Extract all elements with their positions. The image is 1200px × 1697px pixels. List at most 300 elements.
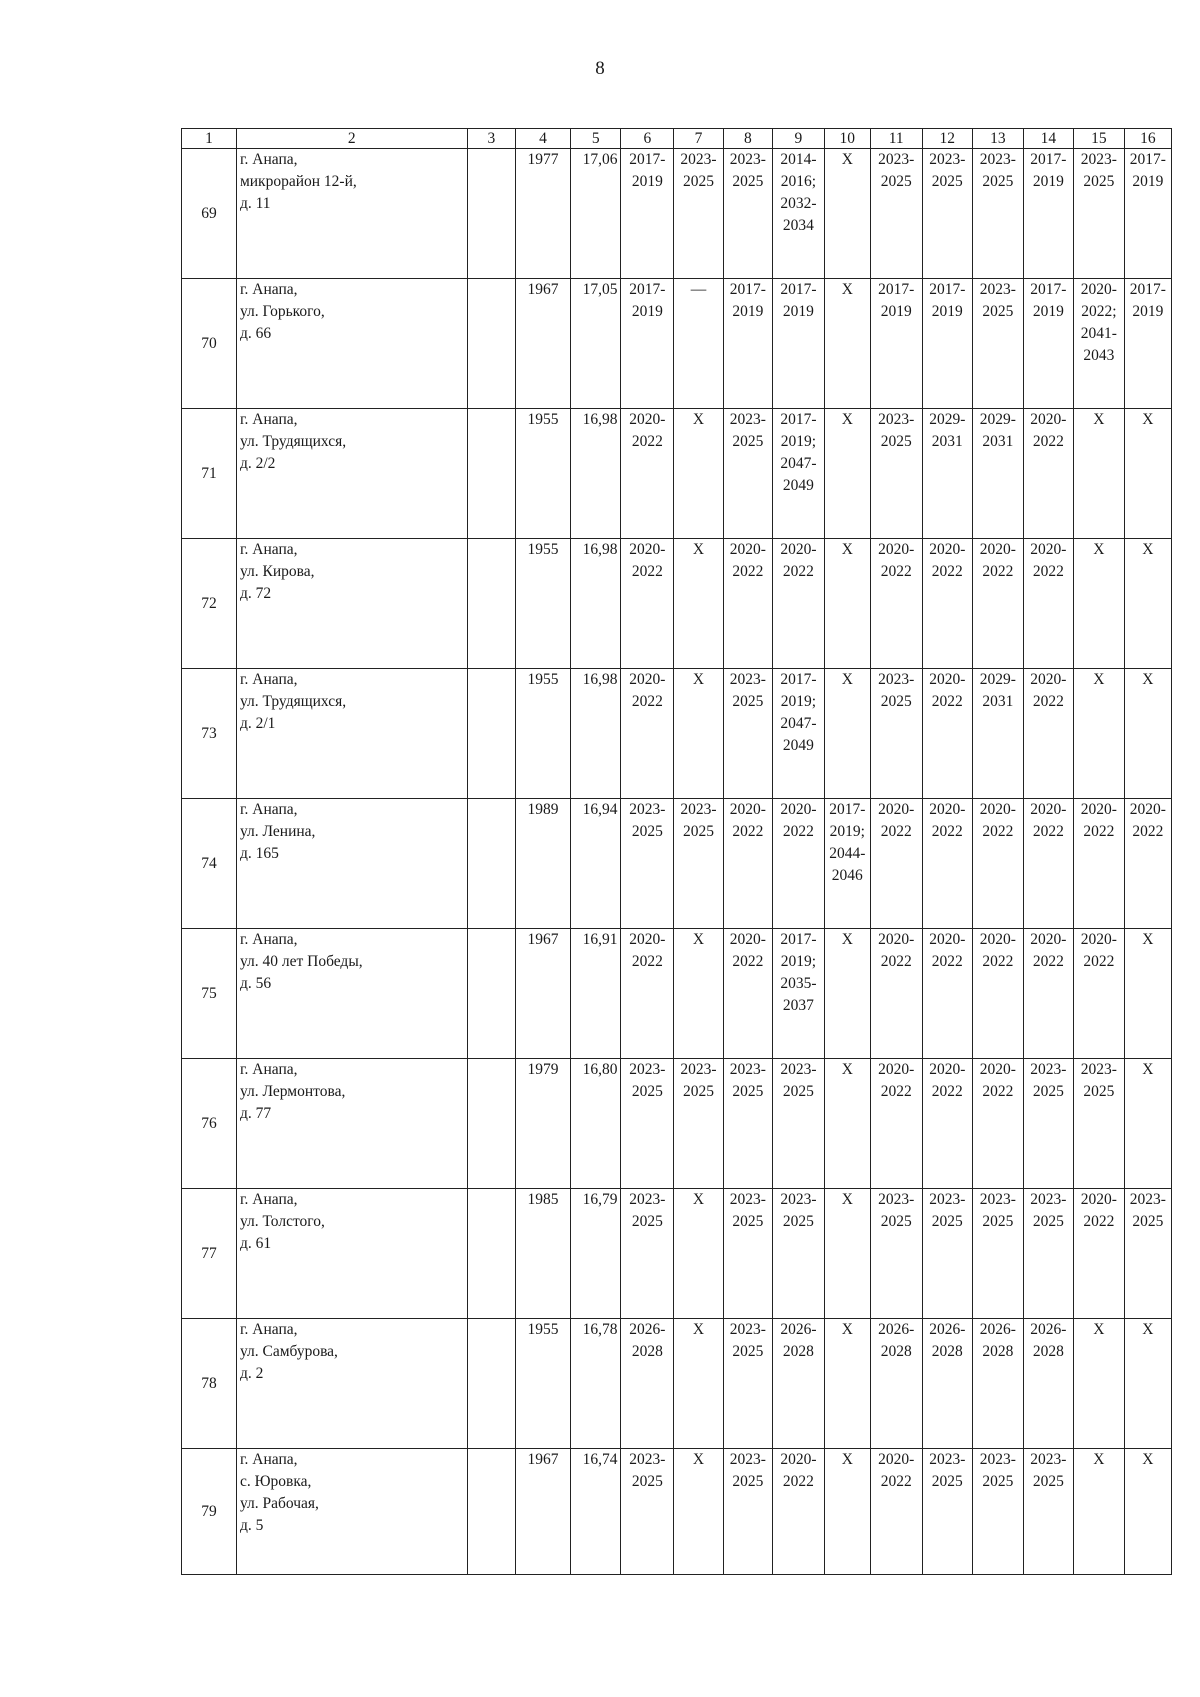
period-cell-13-line: 2023-	[979, 1451, 1016, 1468]
period-cell-9-line: 2019	[782, 303, 814, 320]
period-cell-13-line: 2020-	[979, 801, 1016, 818]
period-cell-9	[773, 149, 825, 279]
period-cell-6-line: 2026-	[629, 1321, 666, 1338]
address-cell-line: г. Анапа,	[239, 1191, 298, 1208]
period-cell-12-line: 2022	[931, 953, 963, 970]
period-cell-13-line: 2023-	[979, 281, 1016, 298]
period-cell-13	[973, 1319, 1024, 1449]
value-cell: 17,06	[570, 149, 621, 279]
period-cell-9	[773, 1319, 825, 1449]
period-cell-10	[824, 539, 870, 669]
period-cell-6	[621, 149, 674, 279]
period-cell-13-line: 2025	[982, 1213, 1014, 1230]
period-cell-13-line: 2029-	[979, 671, 1016, 688]
address-cell	[236, 669, 467, 799]
period-cell-13	[973, 1059, 1024, 1189]
period-cell-13-line: 2022	[982, 563, 1014, 580]
col3-cell	[467, 149, 515, 279]
period-cell-9	[773, 539, 825, 669]
period-cell-10-line: 2017-	[829, 801, 866, 818]
period-cell-10	[824, 669, 870, 799]
period-cell-10	[824, 1319, 870, 1449]
address-cell-line: д. 5	[239, 1517, 264, 1534]
period-cell-8	[723, 929, 772, 1059]
period-cell-7-line: 2025	[682, 823, 714, 840]
period-cell-14	[1023, 1059, 1074, 1189]
address-cell-line: ул. Ленина,	[239, 823, 316, 840]
period-cell-10-line: 2044-	[829, 845, 866, 862]
period-cell-6-line: 2020-	[629, 411, 666, 428]
period-cell-9-line: 2028	[782, 1343, 814, 1360]
year-cell: 1985	[516, 1189, 571, 1319]
period-cell-9-line: 2019;	[780, 953, 817, 970]
period-cell-10	[824, 1449, 870, 1575]
period-cell-14	[1023, 409, 1074, 539]
period-cell-9-line: 2025	[782, 1213, 814, 1230]
period-cell-9-line: 2014-	[780, 151, 817, 168]
address-cell	[236, 539, 467, 669]
period-cell-9-line: 2032-	[780, 195, 817, 212]
period-cell-11-line: 2023-	[878, 671, 915, 688]
period-cell-15-line: 2020-	[1080, 281, 1117, 298]
period-cell-7	[674, 929, 723, 1059]
address-cell-line: ул. Горького,	[239, 303, 325, 320]
col3-cell	[467, 1059, 515, 1189]
period-cell-11-line: 2022	[880, 1083, 912, 1100]
table-row	[182, 149, 1172, 279]
period-cell-6-line: 2017-	[629, 151, 666, 168]
period-cell-12-line: 2020-	[929, 671, 966, 688]
period-cell-12	[922, 1319, 973, 1449]
period-cell-6-line: 2023-	[629, 1191, 666, 1208]
address-cell-line: г. Анапа,	[239, 671, 298, 688]
period-cell-14-line: 2022	[1032, 563, 1064, 580]
address-cell-line: с. Юровка,	[239, 1473, 312, 1490]
period-cell-11-line: 2028	[880, 1343, 912, 1360]
period-cell-11-line: 2023-	[878, 1191, 915, 1208]
period-cell-16-line: 2017-	[1129, 281, 1166, 298]
period-cell-12-line: 2031	[931, 433, 963, 450]
address-cell-line: ул. Самбурова,	[239, 1343, 338, 1360]
period-cell-8-line: 2025	[732, 433, 764, 450]
period-cell-9	[773, 929, 825, 1059]
period-cell-15-line: 2041-	[1080, 325, 1117, 342]
address-cell	[236, 279, 467, 409]
period-cell-12	[922, 539, 973, 669]
period-cell-14-line: 2020-	[1030, 801, 1067, 818]
col3-cell	[467, 279, 515, 409]
period-cell-13	[973, 409, 1024, 539]
year-cell: 1955	[516, 669, 571, 799]
period-cell-13-line: 2028	[982, 1343, 1014, 1360]
period-cell-16	[1124, 1189, 1171, 1319]
period-cell-10-line: 2046	[831, 867, 863, 884]
address-cell	[236, 1059, 467, 1189]
row-number-cell: 69	[182, 149, 237, 279]
period-cell-12	[922, 149, 973, 279]
column-header-13: 13	[973, 129, 1024, 149]
period-cell-15-line: 2022	[1083, 823, 1115, 840]
period-cell-15-line: 2020-	[1080, 931, 1117, 948]
period-cell-8-line: 2020-	[729, 801, 766, 818]
period-cell-13-line: 2023-	[979, 1191, 1016, 1208]
period-cell-6-line: 2028	[631, 1343, 663, 1360]
column-header-16: 16	[1124, 129, 1171, 149]
period-cell-7	[674, 149, 723, 279]
period-cell-7	[674, 669, 723, 799]
year-cell: 1955	[516, 539, 571, 669]
period-cell-16-line: Х	[1142, 1451, 1154, 1468]
period-cell-10	[824, 1059, 870, 1189]
period-cell-6-line: 2025	[631, 1083, 663, 1100]
period-cell-14-line: 2017-	[1030, 281, 1067, 298]
period-cell-12	[922, 409, 973, 539]
period-cell-15	[1074, 409, 1125, 539]
period-cell-8-line: 2025	[732, 1213, 764, 1230]
row-number-cell: 71	[182, 409, 237, 539]
period-cell-16-line: 2019	[1132, 303, 1164, 320]
period-cell-6-line: 2023-	[629, 1061, 666, 1078]
address-cell-line: ул. Кирова,	[239, 563, 315, 580]
value-cell: 16,98	[570, 669, 621, 799]
address-cell	[236, 1449, 467, 1575]
period-cell-16	[1124, 669, 1171, 799]
period-cell-6-line: 2022	[631, 563, 663, 580]
period-cell-6-line: 2020-	[629, 671, 666, 688]
period-cell-15	[1074, 539, 1125, 669]
address-cell-line: г. Анапа,	[239, 931, 298, 948]
period-cell-15	[1074, 1189, 1125, 1319]
period-cell-12-line: 2025	[931, 1473, 963, 1490]
period-cell-11-line: 2025	[880, 693, 912, 710]
period-cell-13-line: 2022	[982, 823, 1014, 840]
period-cell-16	[1124, 539, 1171, 669]
period-cell-14-line: 2028	[1032, 1343, 1064, 1360]
period-cell-16-line: 2020-	[1129, 801, 1166, 818]
period-cell-12-line: 2022	[931, 693, 963, 710]
period-cell-6	[621, 1059, 674, 1189]
period-cell-14	[1023, 929, 1074, 1059]
period-cell-11-line: 2026-	[878, 1321, 915, 1338]
period-cell-16	[1124, 1319, 1171, 1449]
period-cell-8-line: 2023-	[729, 1321, 766, 1338]
address-cell-line: г. Анапа,	[239, 1321, 298, 1338]
value-cell: 16,80	[570, 1059, 621, 1189]
period-cell-15-line: 2025	[1083, 173, 1115, 190]
period-cell-8	[723, 1189, 772, 1319]
period-cell-10	[824, 1189, 870, 1319]
period-cell-11-line: 2019	[880, 303, 912, 320]
period-cell-8	[723, 669, 772, 799]
address-cell-line: ул. Толстого,	[239, 1213, 325, 1230]
col3-cell	[467, 1189, 515, 1319]
period-cell-9-line: 2022	[782, 563, 814, 580]
period-cell-6	[621, 409, 674, 539]
period-cell-13	[973, 149, 1024, 279]
period-cell-6-line: 2025	[631, 823, 663, 840]
row-number-cell: 74	[182, 799, 237, 929]
period-cell-12	[922, 279, 973, 409]
period-cell-16-line: 2022	[1132, 823, 1164, 840]
period-cell-12	[922, 799, 973, 929]
period-cell-14-line: 2017-	[1030, 151, 1067, 168]
period-cell-6-line: 2022	[631, 693, 663, 710]
value-cell: 16,79	[570, 1189, 621, 1319]
period-cell-13-line: 2029-	[979, 411, 1016, 428]
row-number-cell: 73	[182, 669, 237, 799]
period-cell-15	[1074, 929, 1125, 1059]
period-cell-16	[1124, 279, 1171, 409]
period-cell-14-line: 2026-	[1030, 1321, 1067, 1338]
address-cell-line: микрорайон 12-й,	[239, 173, 357, 190]
address-cell-line: д. 165	[239, 845, 279, 862]
period-cell-12-line: 2022	[931, 1083, 963, 1100]
period-cell-14	[1023, 1189, 1074, 1319]
period-cell-12-line: 2020-	[929, 541, 966, 558]
period-cell-8	[723, 539, 772, 669]
period-cell-13-line: 2020-	[979, 931, 1016, 948]
row-number-cell: 78	[182, 1319, 237, 1449]
period-cell-9-line: 2017-	[780, 281, 817, 298]
period-cell-10-line: Х	[841, 1451, 853, 1468]
value-cell: 16,98	[570, 409, 621, 539]
period-cell-7-line: 2023-	[680, 801, 717, 818]
period-cell-13-line: 2025	[982, 173, 1014, 190]
period-cell-9-line: 2019;	[780, 693, 817, 710]
period-cell-8	[723, 149, 772, 279]
year-cell: 1967	[516, 929, 571, 1059]
period-cell-12	[922, 1059, 973, 1189]
period-cell-14-line: 2019	[1032, 303, 1064, 320]
period-cell-8-line: 2023-	[729, 1061, 766, 1078]
period-cell-10	[824, 409, 870, 539]
period-cell-14-line: 2025	[1032, 1473, 1064, 1490]
value-cell: 17,05	[570, 279, 621, 409]
value-cell: 16,78	[570, 1319, 621, 1449]
period-cell-7-line: 2025	[682, 1083, 714, 1100]
period-cell-6-line: 2019	[631, 303, 663, 320]
period-cell-12	[922, 1449, 973, 1575]
period-cell-15	[1074, 279, 1125, 409]
row-number-cell: 70	[182, 279, 237, 409]
column-header-11: 11	[870, 129, 922, 149]
period-cell-13-line: 2020-	[979, 1061, 1016, 1078]
period-cell-7-line: Х	[692, 931, 705, 948]
period-cell-11-line: 2022	[880, 953, 912, 970]
period-cell-11-line: 2025	[880, 173, 912, 190]
period-cell-12-line: 2017-	[929, 281, 966, 298]
period-cell-15-line: 2025	[1083, 1083, 1115, 1100]
period-cell-11	[870, 1059, 922, 1189]
address-cell-line: д. 66	[239, 325, 272, 342]
period-cell-15-line: Х	[1093, 1321, 1105, 1338]
period-cell-13-line: 2023-	[979, 151, 1016, 168]
table-row	[182, 1319, 1172, 1449]
period-cell-11-line: 2023-	[878, 411, 915, 428]
period-cell-12-line: 2022	[931, 823, 963, 840]
period-cell-14	[1023, 149, 1074, 279]
period-cell-15-line: 2043	[1083, 347, 1115, 364]
period-cell-13	[973, 929, 1024, 1059]
period-cell-7-line: Х	[692, 1191, 705, 1208]
period-cell-8-line: 2023-	[729, 1191, 766, 1208]
period-cell-8-line: 2025	[732, 1343, 764, 1360]
period-cell-16	[1124, 799, 1171, 929]
column-header-4: 4	[516, 129, 571, 149]
period-cell-13	[973, 279, 1024, 409]
period-cell-8	[723, 1319, 772, 1449]
table-row	[182, 539, 1172, 669]
period-cell-6-line: 2020-	[629, 931, 666, 948]
period-cell-11-line: 2020-	[878, 931, 915, 948]
period-cell-6-line: 2023-	[629, 801, 666, 818]
column-header-1: 1	[182, 129, 237, 149]
col3-cell	[467, 669, 515, 799]
year-cell: 1977	[516, 149, 571, 279]
period-cell-13	[973, 669, 1024, 799]
address-cell-line: д. 61	[239, 1235, 272, 1252]
period-cell-8-line: 2025	[732, 693, 764, 710]
period-cell-15-line: 2020-	[1080, 801, 1117, 818]
period-cell-7-line: 2025	[682, 173, 714, 190]
period-cell-13-line: 2020-	[979, 541, 1016, 558]
period-cell-11-line: 2022	[880, 563, 912, 580]
period-cell-11-line: 2020-	[878, 541, 915, 558]
period-cell-15-line: Х	[1093, 671, 1105, 688]
period-cell-7-line: —	[690, 281, 707, 298]
col3-cell	[467, 1319, 515, 1449]
period-cell-16	[1124, 1059, 1171, 1189]
address-cell-line: г. Анапа,	[239, 151, 298, 168]
period-cell-8-line: 2017-	[729, 281, 766, 298]
column-header-14: 14	[1023, 129, 1074, 149]
address-cell	[236, 1189, 467, 1319]
period-cell-11	[870, 929, 922, 1059]
period-cell-14-line: 2023-	[1030, 1451, 1067, 1468]
period-cell-14-line: 2020-	[1030, 931, 1067, 948]
period-cell-14-line: 2023-	[1030, 1061, 1067, 1078]
period-cell-9-line: 2049	[782, 737, 814, 754]
period-cell-12	[922, 1189, 973, 1319]
period-cell-10-line: Х	[841, 1191, 853, 1208]
col3-cell	[467, 409, 515, 539]
period-cell-15-line: 2022;	[1081, 303, 1117, 320]
period-cell-11	[870, 799, 922, 929]
period-cell-7-line: Х	[692, 541, 705, 558]
period-cell-13-line: 2026-	[979, 1321, 1016, 1338]
col3-cell	[467, 539, 515, 669]
period-cell-7	[674, 409, 723, 539]
period-cell-9-line: 2022	[782, 823, 814, 840]
period-cell-14-line: 2022	[1032, 823, 1064, 840]
period-cell-6	[621, 669, 674, 799]
period-cell-6-line: 2020-	[629, 541, 666, 558]
period-cell-13-line: 2022	[982, 1083, 1014, 1100]
period-cell-9-line: 2019;	[780, 433, 817, 450]
period-cell-14-line: 2022	[1032, 953, 1064, 970]
period-cell-12-line: 2026-	[929, 1321, 966, 1338]
period-cell-6	[621, 1189, 674, 1319]
address-cell-line: г. Анапа,	[239, 411, 298, 428]
address-cell-line: г. Анапа,	[239, 541, 298, 558]
table-row	[182, 1189, 1172, 1319]
column-header-3: 3	[467, 129, 515, 149]
table-row	[182, 409, 1172, 539]
period-cell-10-line: Х	[841, 1321, 853, 1338]
period-cell-15-line: Х	[1093, 1451, 1105, 1468]
period-cell-15	[1074, 1449, 1125, 1575]
period-cell-6	[621, 799, 674, 929]
row-number-cell: 79	[182, 1449, 237, 1575]
period-cell-10	[824, 799, 870, 929]
value-cell: 16,94	[570, 799, 621, 929]
period-cell-8-line: 2023-	[729, 1451, 766, 1468]
period-cell-12-line: 2029-	[929, 411, 966, 428]
period-cell-12-line: 2028	[931, 1343, 963, 1360]
period-cell-9-line: 2049	[782, 477, 814, 494]
period-cell-7	[674, 1449, 723, 1575]
period-cell-9-line: 2037	[782, 997, 814, 1014]
period-cell-11-line: 2023-	[878, 151, 915, 168]
period-cell-14	[1023, 279, 1074, 409]
period-cell-16	[1124, 149, 1171, 279]
period-cell-8	[723, 279, 772, 409]
address-cell-line: д. 2	[239, 1365, 264, 1382]
address-cell-line: ул. 40 лет Победы,	[239, 953, 363, 970]
table-row	[182, 799, 1172, 929]
year-cell: 1979	[516, 1059, 571, 1189]
column-header-5: 5	[570, 129, 621, 149]
period-cell-9	[773, 669, 825, 799]
period-cell-9-line: 2026-	[780, 1321, 817, 1338]
period-cell-15	[1074, 1319, 1125, 1449]
period-cell-12-line: 2020-	[929, 801, 966, 818]
period-cell-10-line: Х	[841, 541, 853, 558]
period-cell-12	[922, 669, 973, 799]
row-number-cell: 75	[182, 929, 237, 1059]
period-cell-7	[674, 1059, 723, 1189]
period-cell-11-line: 2017-	[878, 281, 915, 298]
period-cell-8	[723, 799, 772, 929]
period-cell-9-line: 2047-	[780, 455, 817, 472]
period-cell-14	[1023, 799, 1074, 929]
period-cell-14-line: 2019	[1032, 173, 1064, 190]
period-cell-10-line: Х	[841, 1061, 853, 1078]
period-cell-13	[973, 799, 1024, 929]
column-header-2: 2	[236, 129, 467, 149]
period-cell-15	[1074, 669, 1125, 799]
period-cell-13-line: 2031	[982, 693, 1014, 710]
period-cell-7-line: Х	[692, 671, 705, 688]
period-cell-12	[922, 929, 973, 1059]
year-cell: 1967	[516, 1449, 571, 1575]
table-row	[182, 279, 1172, 409]
period-cell-9	[773, 1059, 825, 1189]
column-header-9: 9	[773, 129, 825, 149]
period-cell-16-line: 2025	[1132, 1213, 1164, 1230]
table-row	[182, 669, 1172, 799]
period-cell-9	[773, 279, 825, 409]
row-number-cell: 77	[182, 1189, 237, 1319]
year-cell: 1967	[516, 279, 571, 409]
period-cell-7	[674, 279, 723, 409]
period-cell-8-line: 2025	[732, 1083, 764, 1100]
address-cell-line: г. Анапа,	[239, 1061, 298, 1078]
period-cell-9	[773, 409, 825, 539]
period-cell-9-line: 2020-	[780, 541, 817, 558]
period-cell-12-line: 2025	[931, 1213, 963, 1230]
period-cell-11-line: 2020-	[878, 1061, 915, 1078]
